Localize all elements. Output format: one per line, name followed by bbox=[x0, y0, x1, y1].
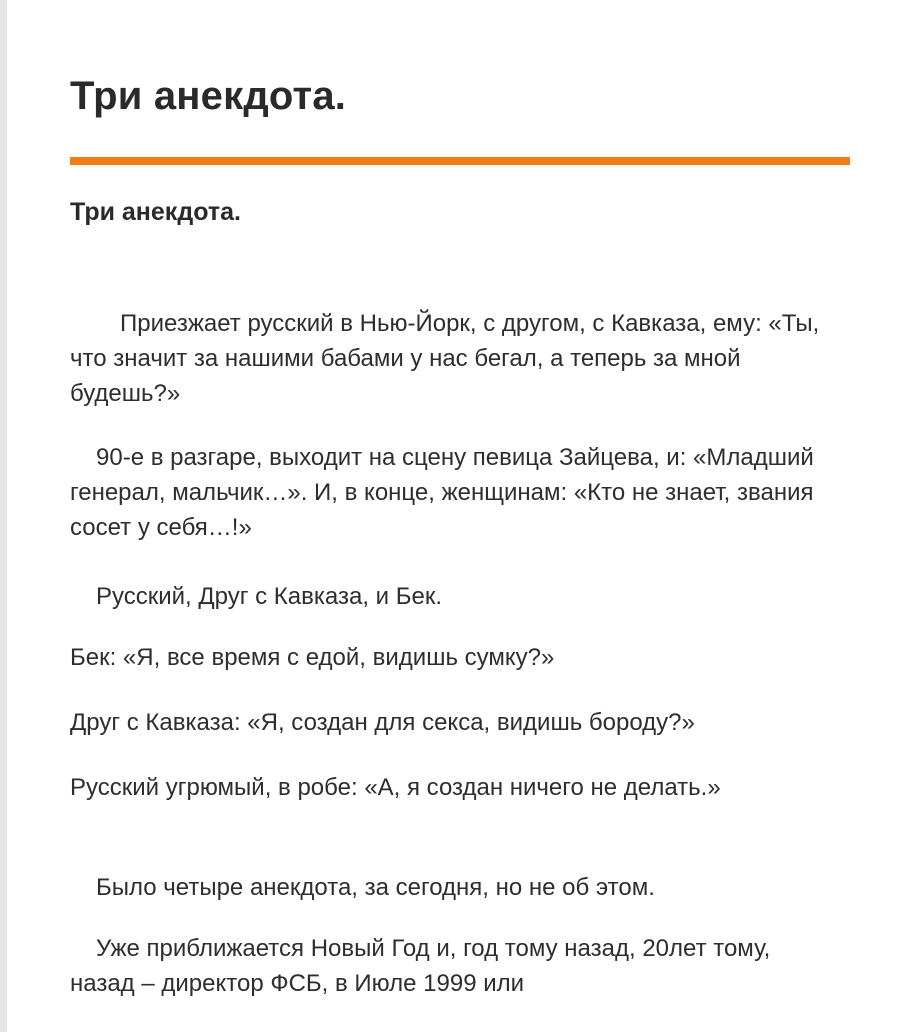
title-divider bbox=[70, 157, 850, 165]
page-title: Три анекдота. bbox=[70, 74, 347, 118]
left-edge-bar bbox=[0, 0, 7, 1032]
paragraph-8: Уже приближается Новый Год и, год тому назад, 20лет тому, назад – директор ФСБ, в Июле 1999 или bbox=[70, 935, 771, 997]
paragraph-6: Русский угрюмый, в робе: «А, я создан ничего не делать.» bbox=[70, 774, 721, 801]
paragraph-4: Бек: «Я, все время с едой, видишь сумку?» bbox=[70, 644, 555, 671]
article-subtitle: Три анекдота. bbox=[70, 198, 241, 226]
paragraph-2: 90-е в разгаре, выходит на сцену певица Зайцева, и: «Младший генерал, мальчик…». И, в конце, женщинам: «Кто не знает, звания сосет у себя…!» bbox=[70, 444, 814, 541]
paragraph-5: Друг с Кавказа: «Я, создан для секса, видишь бороду?» bbox=[70, 709, 695, 736]
paragraph-3: Русский, Друг с Кавказа, и Бек. bbox=[96, 583, 443, 610]
paragraph-7: Было четыре анекдота, за сегодня, но не об этом. bbox=[96, 874, 655, 901]
paragraph-1: Приезжает русский в Нью-Йорк, с другом, с Кавказа, ему: «Ты, что значит за нашими бабами у нас бегал, а теперь за мной будешь?» bbox=[70, 310, 820, 407]
